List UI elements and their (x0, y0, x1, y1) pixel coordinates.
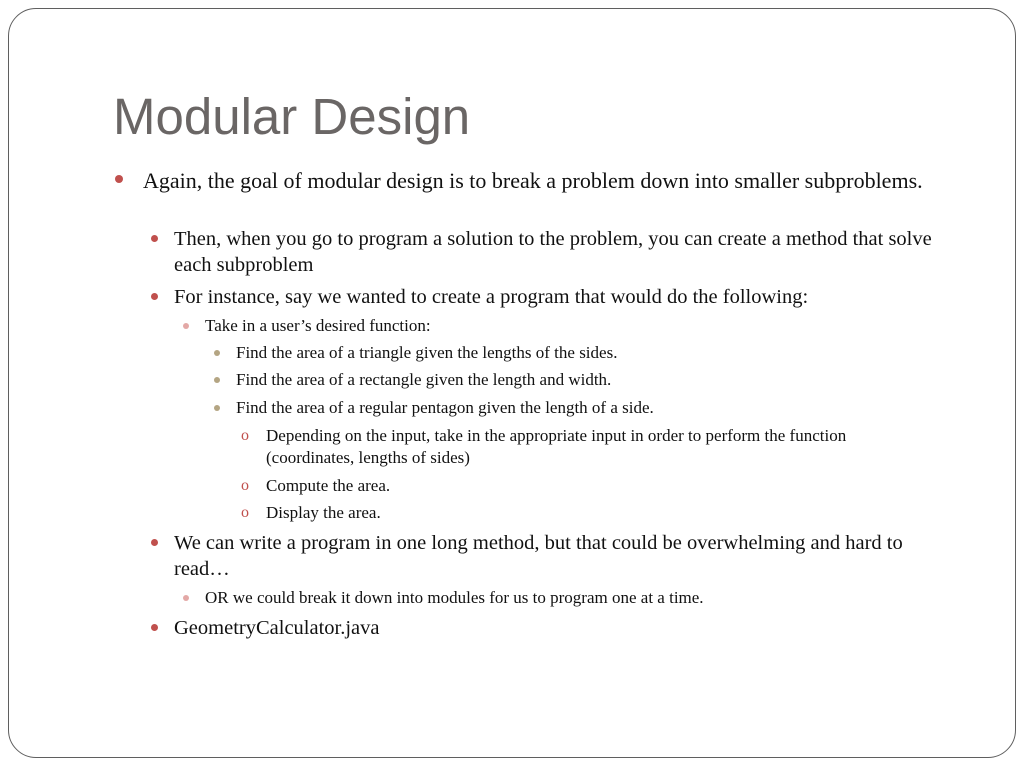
bullet-dot-icon (214, 350, 220, 356)
bullet-item (236, 342, 936, 364)
bullet-text: GeometryCalculator.java (174, 617, 380, 639)
bullet-dot-icon (151, 624, 158, 631)
bullet-text: Then, when you go to program a solution to the problem, you can create a method that solve each subproblem (174, 228, 932, 276)
bullet-text: OR we could break it down into modules for us to program one at a time. (205, 588, 704, 607)
bullet-dot-icon (183, 595, 189, 601)
bullet-text: Compute the area. (266, 476, 391, 495)
slide-title: Modular Design (113, 88, 471, 145)
bullet-item (143, 167, 923, 194)
bullet-item (174, 226, 954, 278)
bullet-dot-icon (151, 539, 158, 546)
bullet-dot-icon (183, 323, 189, 329)
bullet-item (174, 530, 954, 582)
bullet-text: We can write a program in one long method, but that could be overwhelming and hard to read… (174, 532, 903, 580)
bullet-text: Again, the goal of modular design is to break a problem down into smaller subproblems. (143, 168, 923, 193)
bullet-text: Find the area of a triangle given the lengths of the sides. (236, 343, 618, 362)
bullet-text: Display the area. (266, 503, 381, 522)
bullet-item (241, 475, 926, 497)
bullet-item (236, 397, 936, 419)
bullet-dot-icon (151, 293, 158, 300)
bullet-circle-icon: o (241, 427, 249, 444)
bullet-item (174, 615, 954, 641)
bullet-item (236, 369, 936, 391)
bullet-dot-icon (115, 175, 123, 183)
bullet-item (174, 284, 954, 310)
bullet-dot-icon (214, 405, 220, 411)
bullet-item (241, 502, 926, 524)
bullet-text: Find the area of a regular pentagon given the length of a side. (236, 398, 654, 417)
bullet-text: Find the area of a rectangle given the length and width. (236, 370, 612, 389)
bullet-text: Take in a user’s desired function: (205, 316, 431, 335)
bullet-text: For instance, say we wanted to create a program that would do the following: (174, 286, 809, 308)
bullet-circle-icon: o (241, 477, 249, 494)
bullet-text: Depending on the input, take in the appropriate input in order to perform the function (coordinates, lengths of sides) (266, 426, 847, 467)
bullet-item (205, 315, 945, 337)
bullet-item (241, 425, 926, 469)
bullet-dot-icon (151, 235, 158, 242)
bullet-item (205, 587, 945, 609)
bullet-dot-icon (214, 377, 220, 383)
bullet-circle-icon: o (241, 504, 249, 521)
